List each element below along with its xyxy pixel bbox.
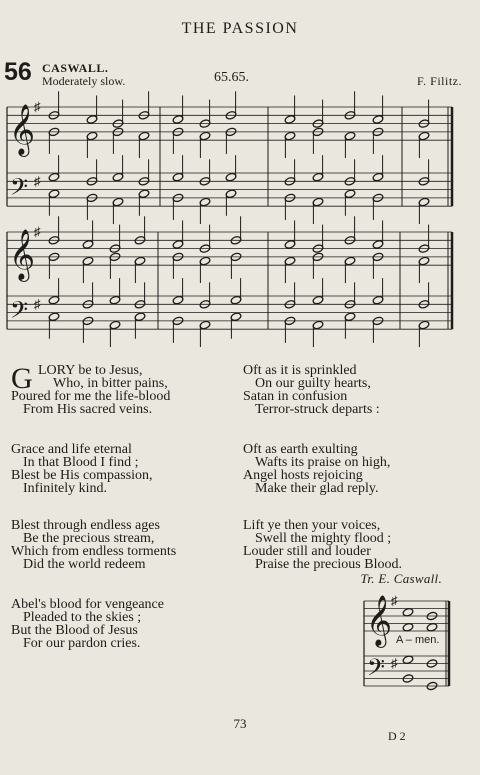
verse-line: LORY be to Jesus, — [38, 363, 143, 378]
note-head — [284, 131, 296, 141]
verse-1 — [11, 364, 170, 416]
note-head — [199, 131, 211, 141]
verse-line: Angel hosts rejoicing — [243, 468, 363, 483]
drop-capital: G — [11, 362, 33, 395]
note-head — [372, 172, 384, 182]
tune-name: CASWALL. — [42, 61, 109, 75]
music-systems — [7, 91, 452, 347]
verse-line: Louder still and louder — [243, 544, 371, 559]
running-title: THE PASSION — [181, 20, 299, 37]
bass-clef: 𝄢 — [10, 172, 29, 206]
note-head — [82, 240, 94, 250]
verse-line: Blest be His compassion, — [11, 468, 153, 483]
key-signature-sharp: ♯ — [34, 99, 41, 114]
verse-line: Make their glad reply. — [255, 481, 379, 496]
note-head — [312, 172, 324, 182]
treble-clef: 𝄞 — [9, 104, 36, 156]
key-signature-sharp: ♯ — [391, 655, 398, 671]
note-head — [134, 312, 146, 322]
note-head — [109, 295, 121, 305]
verse-line: Pleaded to the skies ; — [23, 610, 142, 625]
verse-6 — [243, 443, 390, 495]
note-head — [172, 172, 184, 182]
note-head — [418, 256, 430, 266]
note-head — [199, 197, 211, 207]
treble-clef: 𝄞 — [9, 229, 36, 281]
note-head — [82, 256, 94, 266]
verse-line: Satan in confusion — [243, 389, 348, 404]
verse-line: From His sacred veins. — [23, 402, 153, 417]
translator-attribution: Tr. E. Caswall. — [360, 571, 442, 586]
signature-mark: D 2 — [388, 729, 406, 743]
note-head — [199, 256, 211, 266]
treble-clef: 𝄞 — [366, 595, 393, 646]
note-head — [199, 320, 211, 330]
note-head — [172, 115, 184, 125]
verse-line: For our pardon cries. — [23, 636, 141, 651]
page-number: 73 — [233, 716, 247, 731]
composer: F. Filitz. — [416, 74, 462, 88]
note-head — [225, 189, 237, 199]
note-head — [86, 131, 98, 141]
verse-line: In that Blood I find ; — [23, 455, 139, 470]
note-head — [344, 312, 356, 322]
verse-line: Blest through endless ages — [11, 518, 160, 533]
note-head — [372, 115, 384, 125]
note-head — [225, 172, 237, 182]
note-head — [112, 197, 124, 207]
key-signature-sharp: ♯ — [34, 173, 41, 189]
verse-line: Did the world redeem — [23, 557, 146, 572]
verse-line: Lift ye then your voices, — [243, 518, 381, 533]
bass-clef: 𝄢 — [10, 295, 29, 329]
note-head — [344, 256, 356, 266]
verse-line: Wafts its praise on high, — [255, 455, 391, 470]
note-head — [230, 312, 242, 322]
verse-2 — [11, 443, 153, 495]
verse-line: Oft as earth exulting — [243, 442, 358, 457]
verse-line: Infinitely kind. — [23, 481, 107, 496]
metre: 65.65. — [214, 70, 249, 85]
verse-line: Grace and life eternal — [11, 442, 132, 457]
verse-3 — [11, 519, 176, 571]
tempo-marking: Moderately slow. — [42, 74, 126, 88]
note-head — [312, 295, 324, 305]
note-head — [230, 295, 242, 305]
verse-7 — [243, 519, 402, 571]
note-head — [48, 189, 60, 199]
note-head — [372, 240, 384, 250]
note-head — [284, 115, 296, 125]
note-head — [138, 131, 150, 141]
verse-line: Praise the precious Blood. — [255, 557, 402, 572]
note-head — [284, 256, 296, 266]
verse-line: Which from endless torments — [11, 544, 177, 559]
verse-line: Terror-struck departs : — [255, 402, 380, 417]
hymn-number: 56 — [4, 58, 32, 86]
note-head — [418, 197, 430, 207]
note-head — [312, 197, 324, 207]
note-head — [86, 115, 98, 125]
note-head — [48, 172, 60, 182]
note-head — [172, 240, 184, 250]
verse-4 — [11, 598, 164, 650]
note-head — [344, 189, 356, 199]
verse-5 — [243, 364, 380, 416]
amen-text: A – men. — [396, 634, 440, 646]
verse-line: Abel's blood for vengeance — [11, 597, 164, 612]
key-signature-sharp: ♯ — [34, 224, 41, 239]
note-head — [48, 312, 60, 322]
key-signature-sharp: ♯ — [391, 593, 398, 608]
note-head — [48, 295, 60, 305]
verse-line: Who, in bitter pains, — [53, 376, 168, 391]
note-head — [172, 295, 184, 305]
note-head — [134, 256, 146, 266]
note-head — [112, 172, 124, 182]
note-head — [284, 240, 296, 250]
note-head — [109, 320, 121, 330]
note-head — [312, 320, 324, 330]
verse-line: On our guilty hearts, — [255, 376, 371, 391]
note-head — [418, 320, 430, 330]
verse-line: Swell the mighty flood ; — [255, 531, 392, 546]
note-head — [344, 131, 356, 141]
bass-clef: 𝄢 — [367, 653, 386, 687]
key-signature-sharp: ♯ — [34, 296, 41, 312]
note-head — [372, 295, 384, 305]
note-head — [138, 189, 150, 199]
note-head — [418, 131, 430, 141]
verse-line: Be the precious stream, — [23, 531, 155, 546]
verse-line: But the Blood of Jesus — [11, 623, 138, 638]
verse-line: Poured for me the life-blood — [11, 389, 171, 404]
verse-line: Oft as it is sprinkled — [243, 363, 357, 378]
